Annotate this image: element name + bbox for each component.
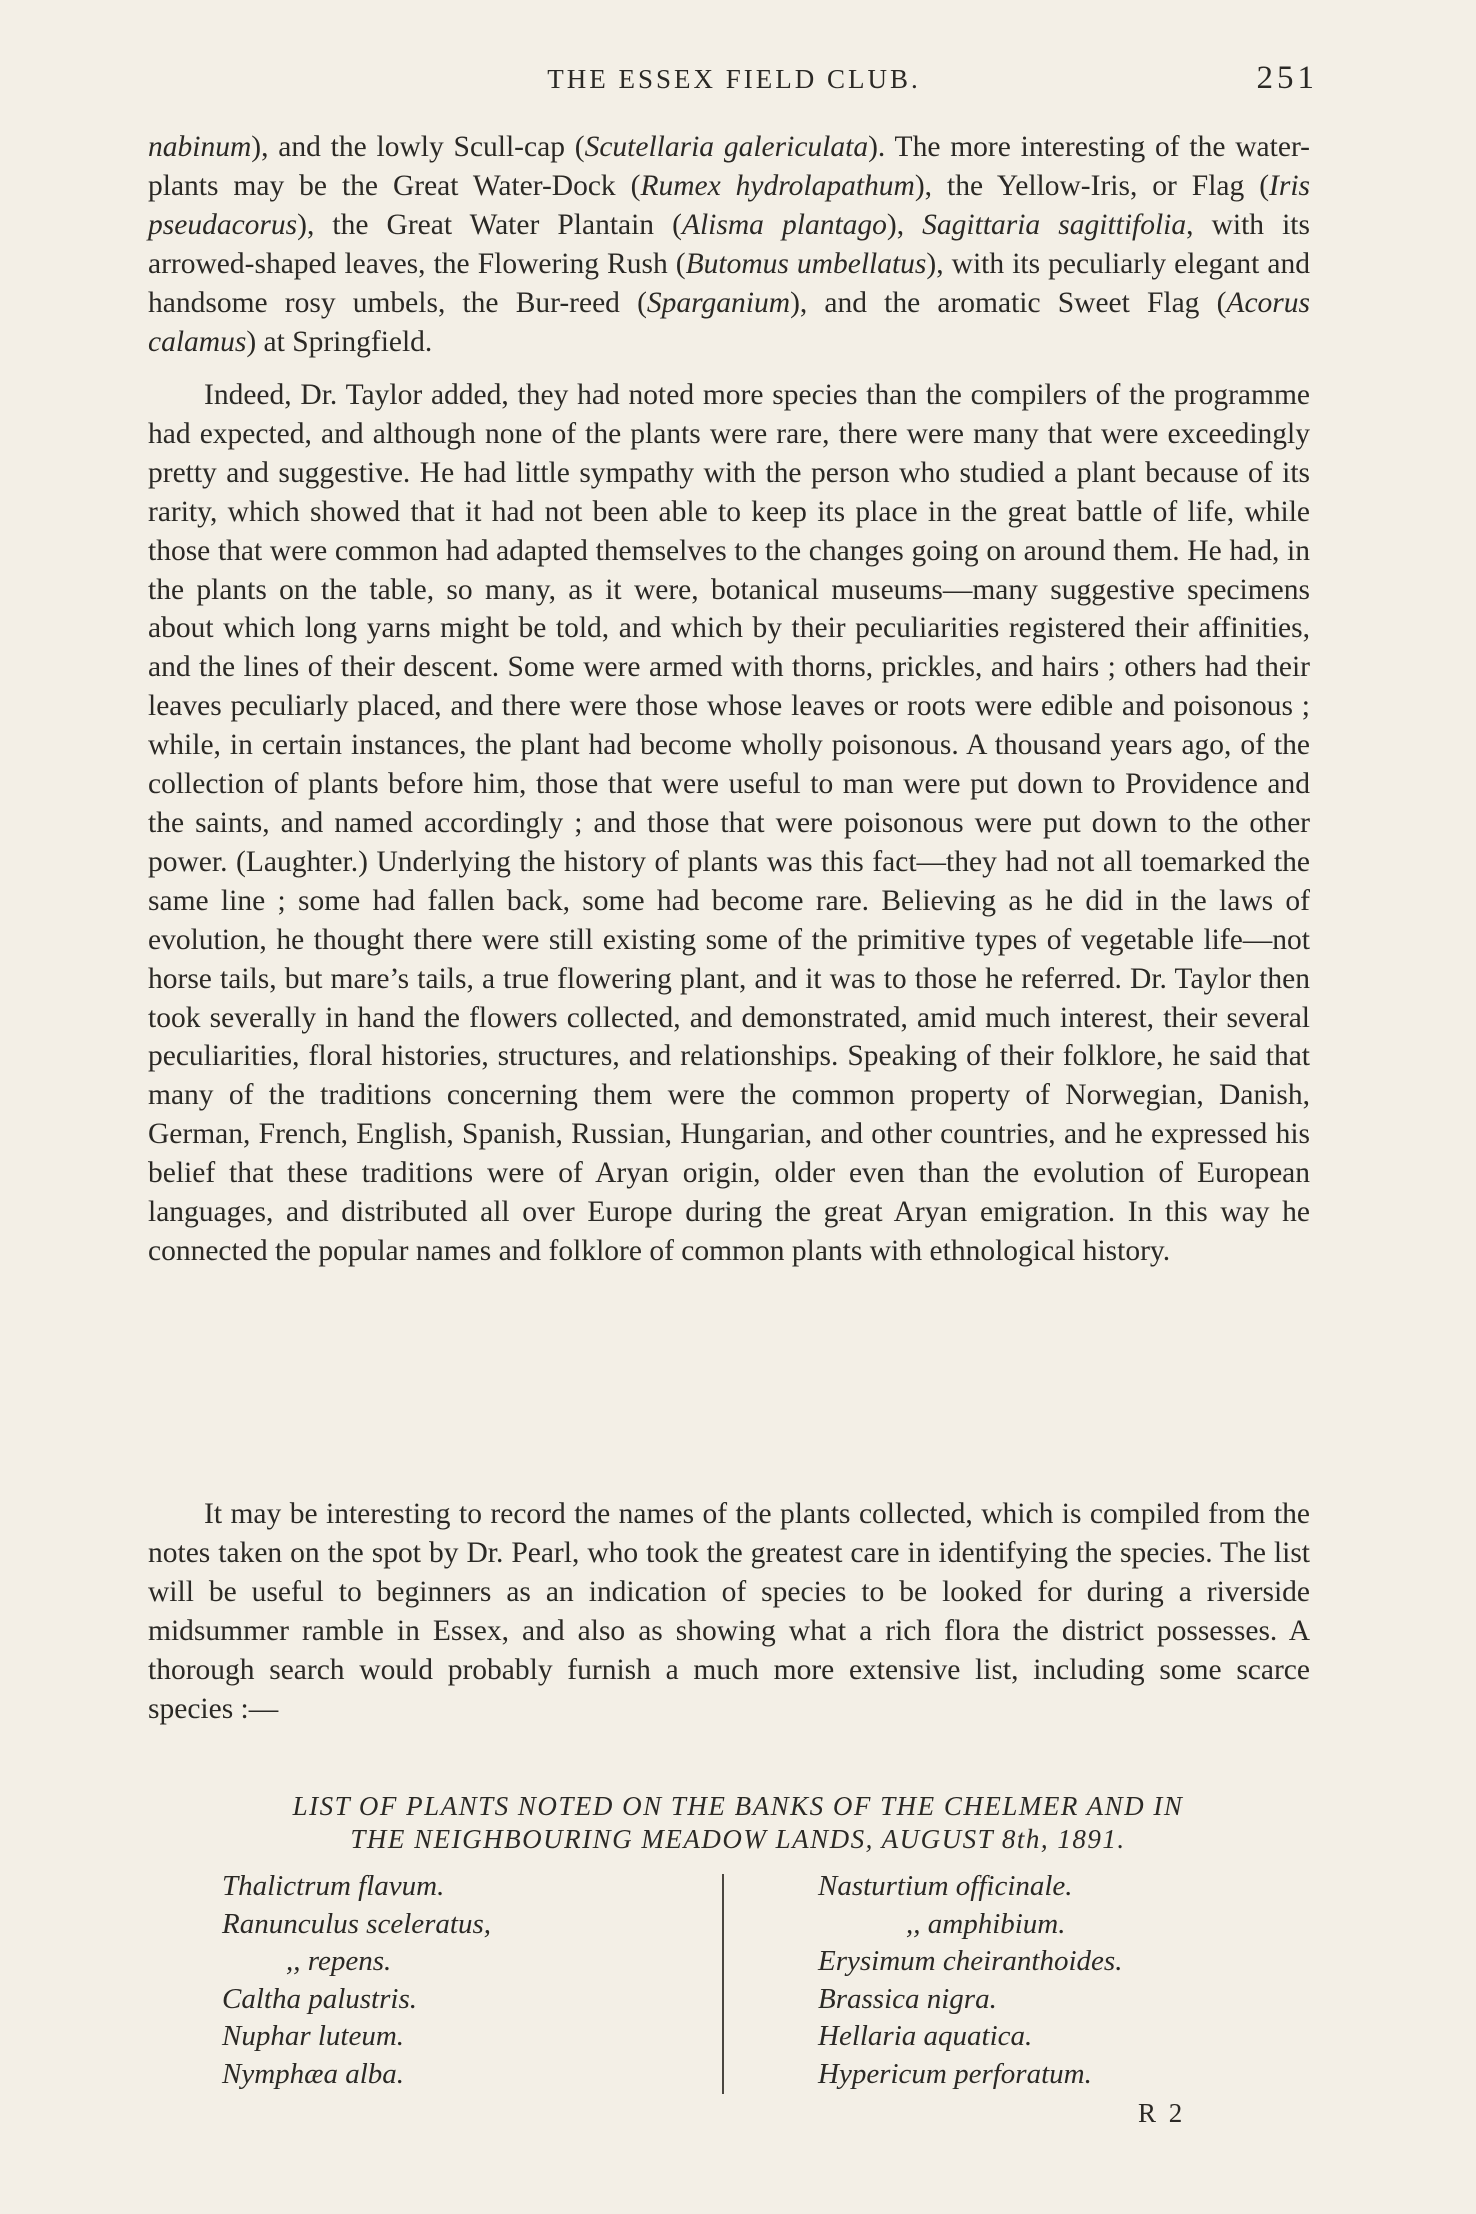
paragraph-taylor (148, 376, 1310, 1271)
paragraph-3: It may be interesting to record the names of the plants collected, which is compiled from the notes taken on the spot by Dr. Pearl, who took the greatest care in identifying the species. The list will be useful to beginners as an indication of species to be looked for during a riverside midsummer ramble in Essex, and also as showing what a rich flora the district possesses. A thorough search would probably furnish a much more extensive list, including some scarce species :— (148, 1498, 1310, 1725)
text-run: ), the Great Water Plantain ( (297, 208, 682, 241)
paragraph-list-intro (148, 1495, 1310, 1728)
running-title: THE ESSEX FIELD CLUB. (547, 64, 921, 94)
italic-text-run: Iris pseudacorus (148, 169, 1310, 241)
text-run: ), and the lowly Scull-cap ( (251, 131, 585, 163)
plant-list-item: Nymphæa alba. (222, 2057, 405, 2090)
plant-list-item: Hypericum perforatum. (818, 2057, 1092, 2090)
plant-list-left-column (222, 1868, 491, 2093)
paragraph-continued (148, 128, 1310, 361)
signature-mark: R 2 (1138, 2098, 1186, 2128)
text-run: ). The more interesting of the water-plants may be the Great Water-Dock ( (148, 131, 1311, 202)
text-run: ), with its peculiarly elegant and handsome rosy umbels, the Bur-reed ( (148, 247, 1310, 319)
paragraph-2: Indeed, Dr. Taylor added, they had noted more species than the compilers of the programme had expected, and although none of the plants were rare, there were many that were exceedingly pretty and suggestive. He had little sympathy with the person who studied a plant because of its rarity, which showed that it had not been able to keep its place in the great battle of life, while those that were common had adapted themselves to the changes going on around them. He had, in the plants on the table, so many, as it were, botanical museums—many suggestive specimens about which long yarns might be told, and which by their peculiarities registered their affinities, and the lines of their descent. Some were armed with thorns, prickles, and hairs ; others had their leaves peculiarly placed, and there were those whose leaves or roots were edible and poisonous ; while, in certain instances, the plant had become wholly poisonous. A thousand years ago, of the collection of plants before him, those that were useful to man were put down to Providence and the saints, and named accordingly ; and those that were poisonous were put down to the other power. (Laughter.) Underlying the history of plants was this fact—they had not all toemarked the same line ; some had fallen back, some had become rare. Believing as he did in the laws of evolution, he thought there were still existing some of the primitive types of vegetable life—not horse tails, but mare’s tails, a true flowering plant, and it was to those he referred. Dr. Taylor then took severally in hand the flowers collected, and demonstrated, amid much interest, their several peculiarities, floral histories, structures, and relationships. Speaking of their folklore, he said that many of the traditions concerning them were the common property of Norwegian, Danish, German, French, English, Spanish, Russian, Hungarian, and other countries, and he expressed his belief that these traditions were of Aryan origin, older even than the evolution of European languages, and distributed all over Europe during the great Aryan emigration. In this way he connected the popular names and folklore of common plants with ethnological history. (148, 379, 1310, 1267)
text-run: , with its arrowed-shaped leaves, the Flowering Rush ( (148, 208, 1310, 280)
plant-list-title-line-2: THE NEIGHBOURING MEADOW LANDS, AUGUST 8th, 1891. (350, 1824, 1126, 1854)
plant-list-item: Ranunculus sceleratus, (222, 1907, 492, 1940)
plant-list-item: Thalictrum flavum. (222, 1870, 445, 1902)
plant-list-item: Brassica nigra. (818, 1982, 997, 2015)
column-divider (722, 1874, 724, 2094)
italic-text-run: Rumex hydrolapathum (640, 169, 915, 202)
plant-list-item: ,, amphibium. (906, 1907, 1066, 1940)
plant-list-item: ,, repens. (286, 1945, 392, 1977)
text-run: ), the Yellow-Iris, or Flag ( (914, 169, 1270, 202)
italic-text-run: nabinum (148, 131, 252, 163)
plant-list-right-column (818, 1868, 1122, 2093)
italic-text-run: Acorus calamus (148, 286, 1310, 358)
paragraph-1 (148, 128, 1310, 361)
plant-list-title (148, 1790, 1328, 1856)
page-header (150, 60, 1318, 104)
plant-list-item: Caltha palustris. (222, 1982, 417, 2015)
text-run: ), (886, 208, 923, 241)
text-run: ), and the aromatic Sweet Flag ( (790, 286, 1227, 319)
plant-list-item: Hellaria aquatica. (818, 2020, 1033, 2052)
italic-text-run: Butomus umbellatus (685, 247, 927, 280)
plant-list-item: Nasturtium officinale. (818, 1870, 1073, 1902)
plant-list-title-line-1: LIST OF PLANTS NOTED ON THE BANKS OF THE CHELMER AND IN (292, 1791, 1184, 1821)
italic-text-run: Sparganium (646, 286, 791, 319)
page-number: 251 (1256, 60, 1318, 96)
text-run: ) at Springfield. (246, 325, 433, 358)
italic-text-run: Scutellaria galericulata (584, 131, 869, 163)
plant-list-item: Erysimum cheiranthoides. (818, 1945, 1123, 1977)
plant-list-item: Nuphar luteum. (222, 2020, 405, 2052)
italic-text-run: Alisma plantago (681, 208, 887, 241)
italic-text-run: Sagittaria sagittifolia (922, 208, 1187, 241)
